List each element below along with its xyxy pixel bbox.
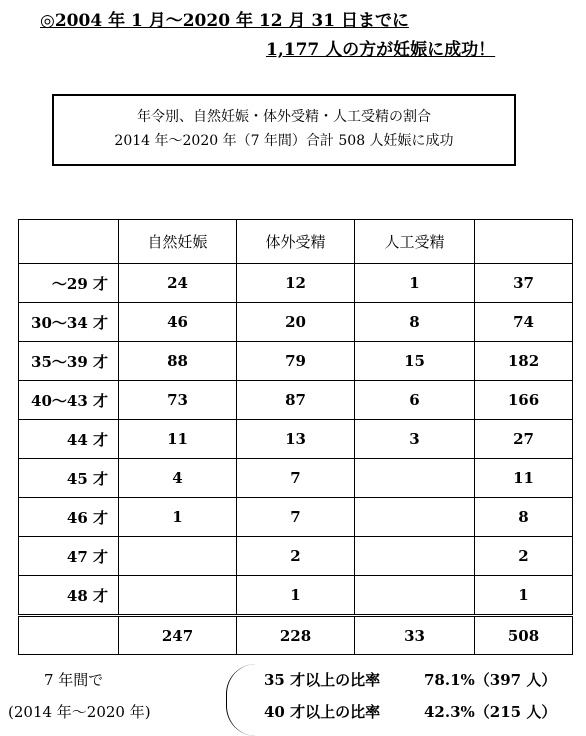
table-total-row [19, 616, 573, 655]
cell-ivf: 13 [237, 420, 355, 459]
cell-natural [119, 576, 237, 616]
cell-ai: 8 [355, 303, 475, 342]
cell-natural [119, 537, 237, 576]
cell-ai [355, 498, 475, 537]
table-row [19, 459, 573, 498]
table-row [19, 342, 573, 381]
header-cell-ivf: 体外受精 [237, 220, 355, 264]
header-cell-natural: 自然妊娠 [119, 220, 237, 264]
cell-ivf: 87 [237, 381, 355, 420]
summary-box [52, 94, 516, 166]
cell-age: 44 才 [19, 420, 119, 459]
cell-ivf: 7 [237, 459, 355, 498]
cell-ai: 1 [355, 264, 475, 303]
table-row [19, 303, 573, 342]
cell-natural: 46 [119, 303, 237, 342]
cell-total: 1 [475, 576, 573, 616]
table-row [19, 537, 573, 576]
total-ai-cell: 33 [355, 616, 475, 655]
cell-age: 47 才 [19, 537, 119, 576]
cell-ai [355, 537, 475, 576]
cell-natural: 11 [119, 420, 237, 459]
cell-natural: 73 [119, 381, 237, 420]
table-row [19, 498, 573, 537]
table-row [19, 264, 573, 303]
cell-age: 45 才 [19, 459, 119, 498]
cell-age: 35～39 才 [19, 342, 119, 381]
total-total-cell: 508 [475, 616, 573, 655]
cell-ivf: 7 [237, 498, 355, 537]
cell-total: 27 [475, 420, 573, 459]
table-row [19, 576, 573, 616]
cell-age: 40～43 才 [19, 381, 119, 420]
footer-period-label: 7 年間で [44, 671, 104, 689]
cell-total: 2 [475, 537, 573, 576]
table-row [19, 381, 573, 420]
cell-age: 48 才 [19, 576, 119, 616]
pregnancy-table [18, 219, 573, 655]
cell-natural: 88 [119, 342, 237, 381]
table-header-row [19, 220, 573, 264]
cell-ivf: 20 [237, 303, 355, 342]
cell-age: 46 才 [19, 498, 119, 537]
header-cell-ai: 人工受精 [355, 220, 475, 264]
ratio-35-value: 78.1%（397 人） [424, 671, 557, 689]
bracket-decoration [226, 664, 257, 736]
header-cell-total [475, 220, 573, 264]
cell-natural: 4 [119, 459, 237, 498]
footer-period-range: (2014 年～2020 年) [8, 703, 151, 721]
cell-ai: 6 [355, 381, 475, 420]
total-natural-cell: 247 [119, 616, 237, 655]
cell-ai: 15 [355, 342, 475, 381]
headline-line-1: ◎2004 年 1 月～2020 年 12 月 31 日までに [40, 11, 409, 31]
cell-ai: 3 [355, 420, 475, 459]
cell-ai [355, 576, 475, 616]
ratio-35-label: 35 才以上の比率 [264, 671, 381, 689]
headline [40, 8, 560, 64]
cell-total: 8 [475, 498, 573, 537]
cell-total: 182 [475, 342, 573, 381]
cell-ivf: 79 [237, 342, 355, 381]
ratio-40-value: 42.3%（215 人） [424, 703, 557, 721]
cell-natural: 24 [119, 264, 237, 303]
cell-ivf: 1 [237, 576, 355, 616]
cell-age: 30～34 才 [19, 303, 119, 342]
cell-natural: 1 [119, 498, 237, 537]
total-ivf-cell: 228 [237, 616, 355, 655]
headline-line-2: 1,177 人の方が妊娠に成功！ [266, 40, 496, 60]
summary-box-line-2: 2014 年～2020 年（7 年間）合計 508 人妊娠に成功 [114, 133, 454, 149]
cell-total: 37 [475, 264, 573, 303]
cell-total: 74 [475, 303, 573, 342]
cell-total: 11 [475, 459, 573, 498]
cell-ivf: 12 [237, 264, 355, 303]
cell-ai [355, 459, 475, 498]
summary-box-line-1: 年令別、自然妊娠・体外受精・人工受精の割合 [137, 109, 431, 125]
cell-ivf: 2 [237, 537, 355, 576]
total-age-cell [19, 616, 119, 655]
header-cell-blank [19, 220, 119, 264]
ratio-40-label: 40 才以上の比率 [264, 703, 381, 721]
cell-total: 166 [475, 381, 573, 420]
cell-age: ～29 才 [19, 264, 119, 303]
table-row [19, 420, 573, 459]
